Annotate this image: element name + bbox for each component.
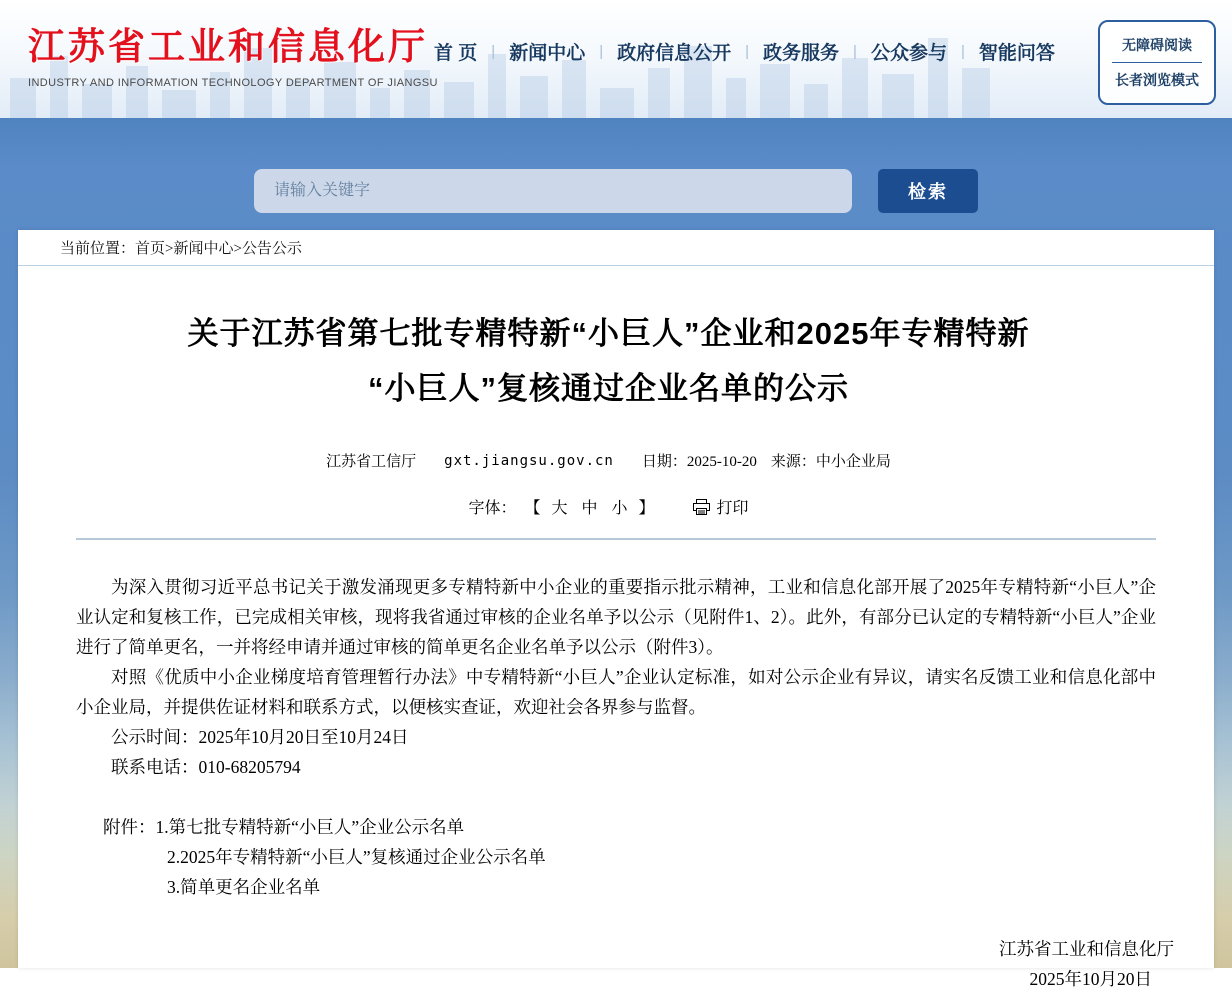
breadcrumb bbox=[18, 230, 1214, 266]
print-label: 打印 bbox=[716, 500, 749, 517]
nav-separator: | bbox=[960, 43, 965, 60]
meta-source: 来源：中小企业局 bbox=[770, 454, 891, 470]
paragraph-2: 对照《优质中小企业梯度培育管理暂行办法》中专精特新“小巨人”企业认定标准，如对公示企业有异议，请实名反馈工业和信息化部中小企业局，并提供佐证材料和联系方式，以便核实查证，欢迎社会各界参与监督。 bbox=[76, 667, 1156, 717]
nav-item-public-participation[interactable]: 公众参与 bbox=[870, 43, 947, 64]
font-size-small-button[interactable]: 小 bbox=[611, 500, 628, 517]
nav-item-gov-services[interactable]: 政务服务 bbox=[763, 43, 840, 64]
title-body-divider bbox=[76, 538, 1156, 540]
announcement-article bbox=[18, 306, 1214, 994]
page-background bbox=[0, 118, 1232, 989]
bracket-close: 】 bbox=[638, 500, 655, 517]
site-logo-title: 江苏省工业和信息化厅 bbox=[28, 26, 428, 67]
signature-date: 2025年10月20日 bbox=[1029, 969, 1152, 989]
meta-date: 日期：2025-10-20 bbox=[641, 454, 757, 470]
nav-separator: | bbox=[745, 43, 750, 60]
content-box bbox=[18, 230, 1214, 989]
paragraph-1: 为深入贯彻习近平总书记关于激发涌现更多专精特新中小企业的重要指示批示精神，工业和信息化部开展了2025年专精特新“小巨人”企业认定和复核工作，已完成相关审核，现将我省通过审核的企业名单予以公示（见附件1、2）。此外，有部分已认定的专精特新“小巨人”企业进行了简单更名，一并将经申请并通过审核的简单更名企业名单予以公示（附件3）。 bbox=[76, 577, 1156, 657]
breadcrumb-label: 当前位置： bbox=[60, 241, 136, 257]
accessibility-box bbox=[1098, 20, 1216, 105]
nav-item-home[interactable]: 首 页 bbox=[434, 43, 478, 64]
attachments-block bbox=[76, 812, 1156, 902]
accessible-reading-button[interactable]: 无障碍阅读 bbox=[1122, 37, 1192, 53]
contact-phone-line: 联系电话：010-68205794 bbox=[111, 757, 301, 777]
attachment-link-3[interactable]: 3.简单更名企业名单 bbox=[167, 877, 321, 897]
signature-org: 江苏省工业和信息化厅 bbox=[999, 939, 1174, 959]
article-meta bbox=[58, 450, 1159, 471]
attachments-label: 附件： bbox=[103, 817, 156, 837]
nav-separator: | bbox=[599, 43, 604, 60]
accessibility-divider bbox=[1112, 62, 1202, 63]
meta-site-url: gxt.jiangsu.gov.cn bbox=[444, 452, 614, 469]
site-header bbox=[0, 0, 1232, 118]
nav-item-smart-qa[interactable]: 智能问答 bbox=[978, 43, 1055, 64]
page-title-line1: 关于江苏省第七批专精特新“小巨人”企业和2025年专精特新 bbox=[187, 316, 1030, 351]
font-size-medium-button[interactable]: 中 bbox=[581, 500, 598, 517]
page-title bbox=[58, 306, 1159, 416]
bracket-open: 【 bbox=[524, 500, 541, 517]
article-tools bbox=[58, 495, 1159, 518]
font-size-large-button[interactable]: 大 bbox=[551, 500, 568, 517]
search-button[interactable]: 检索 bbox=[878, 169, 978, 213]
nav-item-news-center[interactable]: 新闻中心 bbox=[509, 43, 586, 64]
print-button[interactable] bbox=[693, 495, 749, 518]
article-body bbox=[58, 572, 1174, 994]
site-logo-subtitle: INDUSTRY AND INFORMATION TECHNOLOGY DEPARTMENT OF JIANGSU bbox=[28, 77, 438, 89]
nav-item-gov-info[interactable]: 政府信息公开 bbox=[617, 43, 732, 64]
nav-separator: | bbox=[491, 43, 496, 60]
attachment-link-1[interactable]: 1.第七批专精特新“小巨人”企业公示名单 bbox=[155, 817, 465, 837]
main-nav bbox=[434, 38, 1055, 65]
search-input[interactable] bbox=[254, 169, 852, 213]
elder-mode-button[interactable]: 长者浏览模式 bbox=[1115, 72, 1199, 88]
site-logo[interactable] bbox=[28, 16, 438, 89]
publicity-time-line: 公示时间：2025年10月20日至10月24日 bbox=[111, 727, 409, 747]
attachment-link-2[interactable]: 2.2025年专精特新“小巨人”复核通过企业公示名单 bbox=[167, 847, 546, 867]
meta-source-dept: 江苏省工信厅 bbox=[326, 454, 417, 470]
breadcrumb-path[interactable]: 首页>新闻中心>公告公示 bbox=[135, 241, 302, 257]
search-bar bbox=[0, 118, 1232, 230]
page-title-line2: “小巨人”复核通过企业名单的公示 bbox=[368, 371, 849, 406]
font-size-label: 字体： bbox=[468, 500, 517, 517]
nav-separator: | bbox=[853, 43, 857, 60]
signature-block bbox=[76, 934, 1174, 994]
printer-icon bbox=[693, 499, 710, 515]
